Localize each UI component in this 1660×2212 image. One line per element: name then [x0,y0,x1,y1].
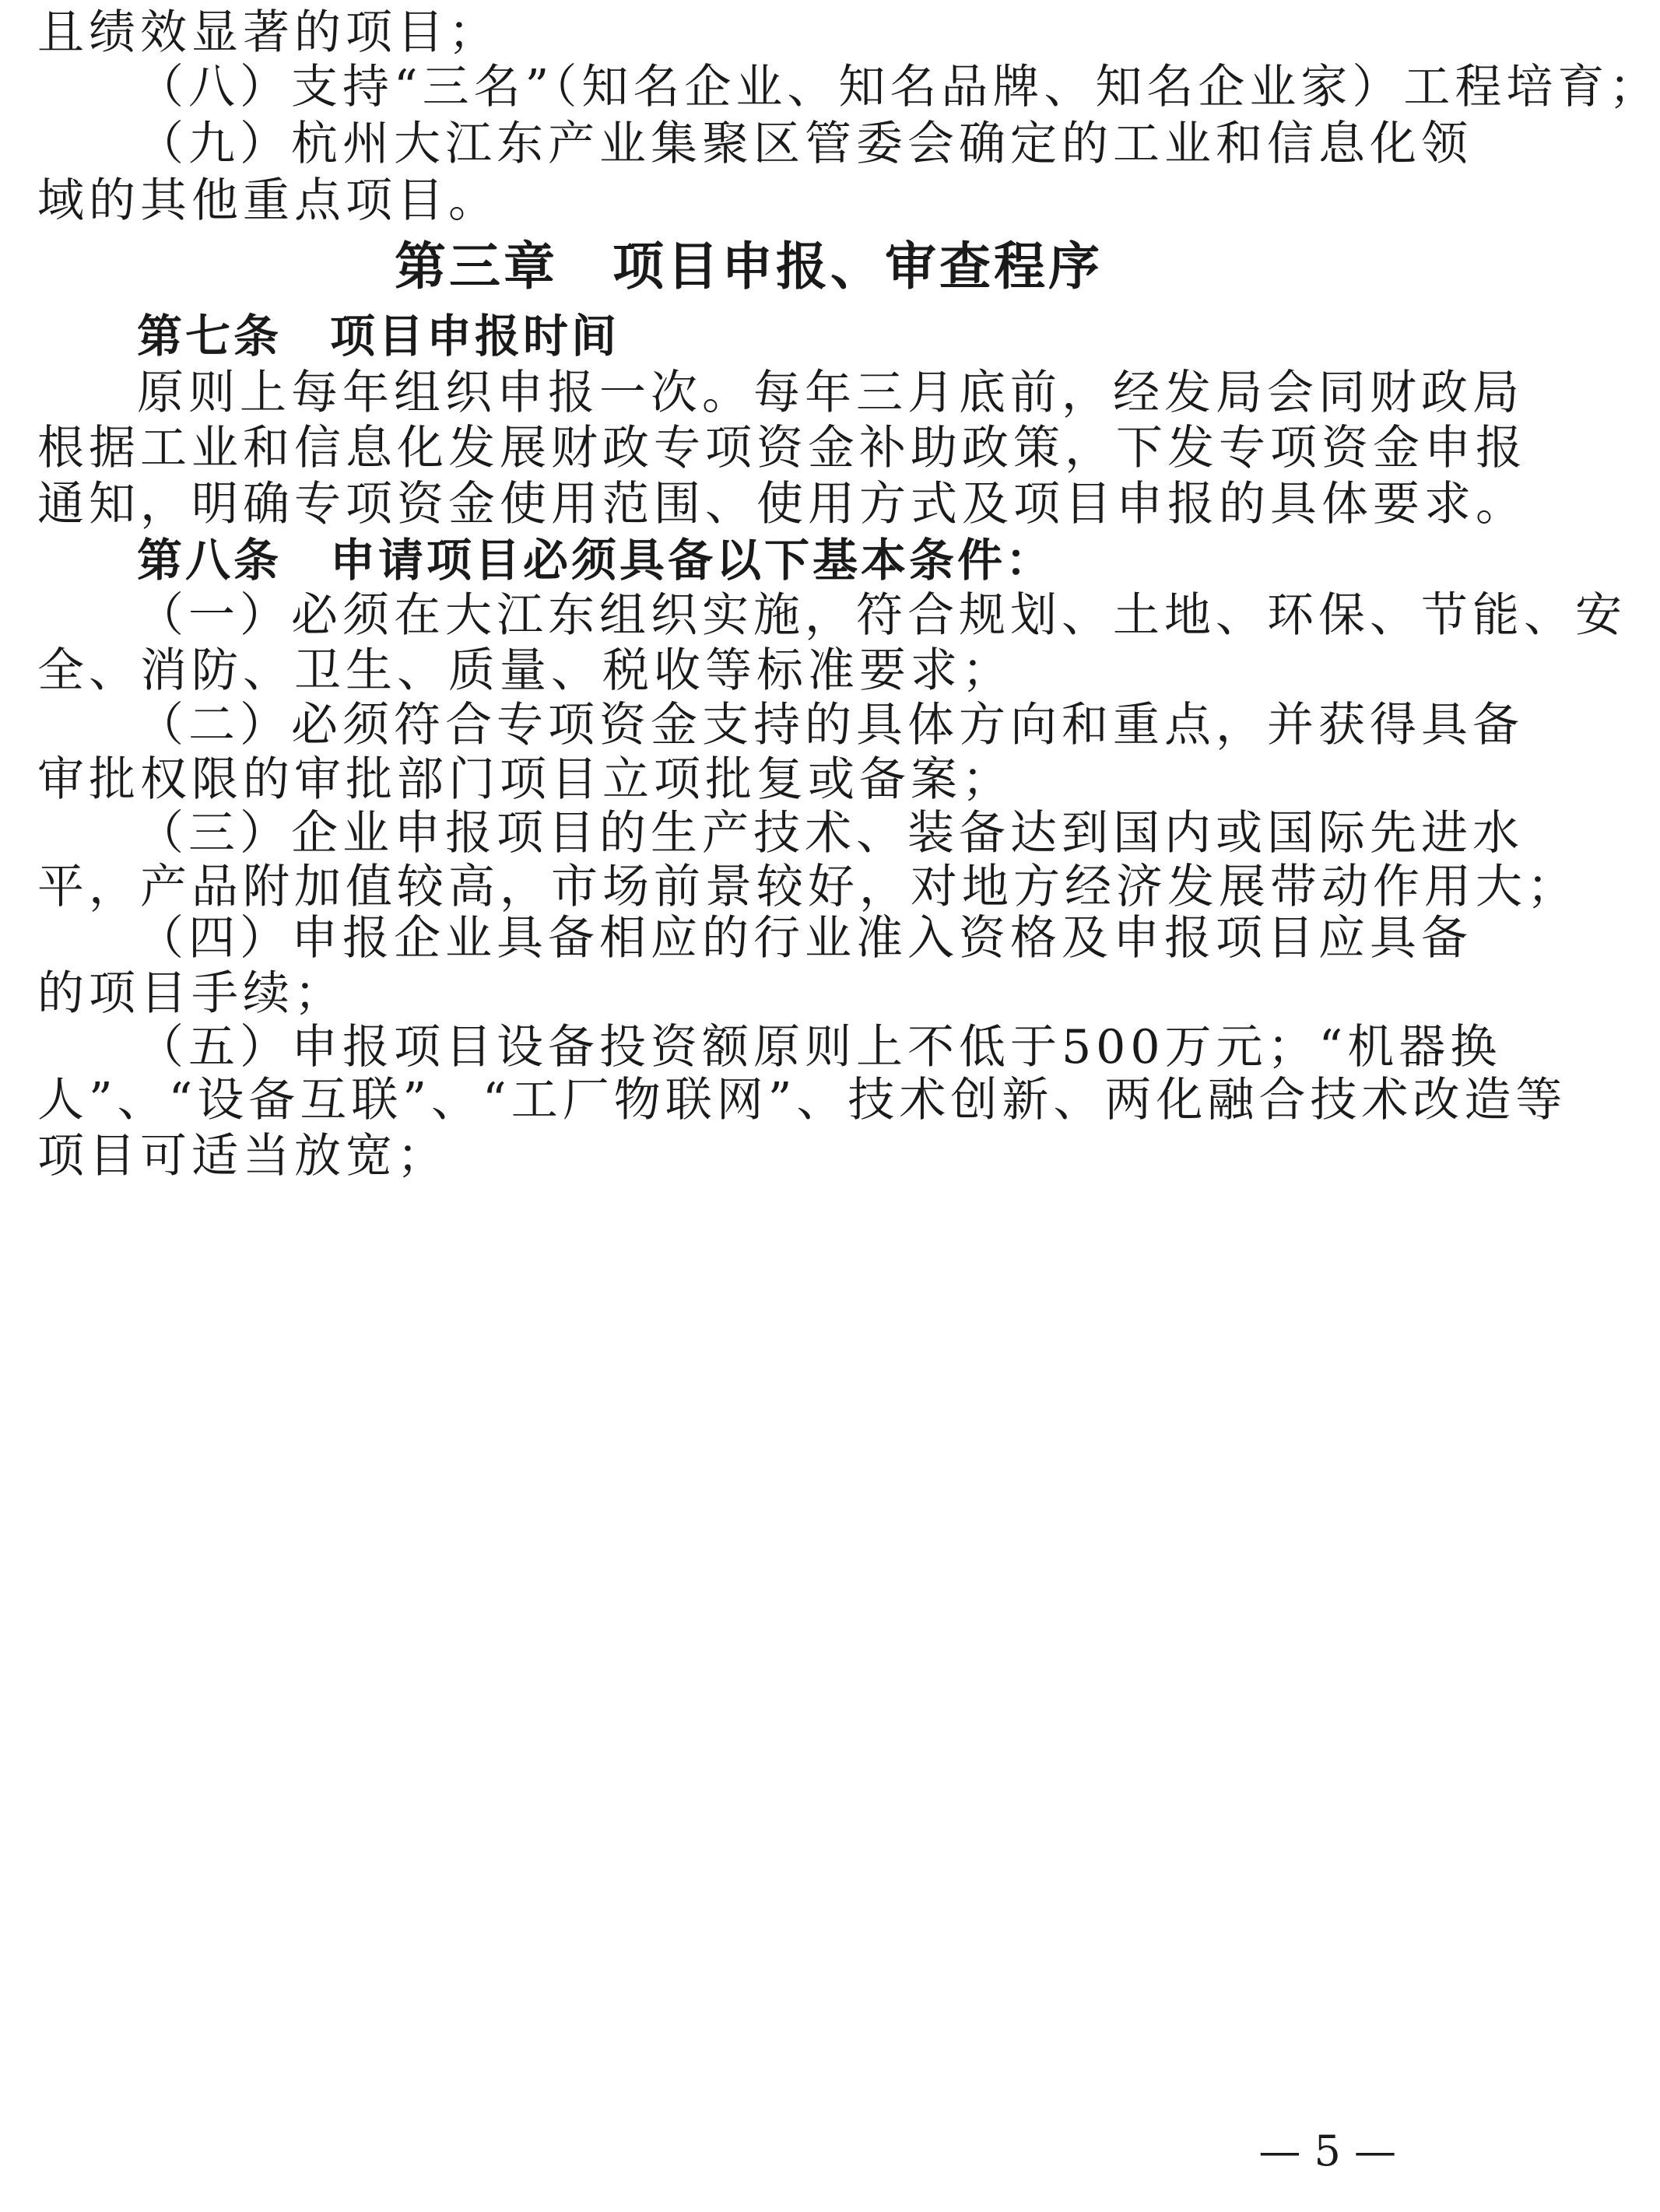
paragraph-line: （二）必须符合专项资金支持的具体方向和重点，并获得具备 [137,698,1524,752]
article-7-title: 第七条 项目申报时间 [137,310,620,363]
chapter-heading: 第三章 项目申报、审查程序 [395,237,1103,296]
paragraph-line: 且绩效显著的项目； [37,5,500,60]
paragraph-line: 域的其他重点项目。 [37,174,500,228]
article-8-title: 第八条 申请项目必须具备以下基本条件： [137,534,1055,587]
paragraph-line: 审批权限的审批部门项目立项批复或备案； [37,752,1013,807]
paragraph-line: 的项目手续； [37,966,346,1021]
paragraph-line: 全、消防、卫生、质量、税收等标准要求； [37,643,1013,698]
paragraph-line: （三）企业申报项目的生产技术、装备达到国内或国际先进水 [137,806,1524,861]
paragraph-line: （八）支持“三名”（知名企业、知名品牌、知名企业家）工程培育； [137,60,1660,114]
paragraph-line: 项目可适当放宽； [37,1129,448,1183]
paragraph-line: （九）杭州大江东产业集聚区管委会确定的工业和信息化领 [137,117,1472,171]
page-number: — 5 — [1258,2126,1396,2175]
paragraph-line: 通知，明确专项资金使用范围、使用方式及项目申报的具体要求。 [37,477,1527,531]
paragraph-line: 根据工业和信息化发展财政专项资金补助政策，下发专项资金申报 [37,421,1527,475]
paragraph-line: 平，产品附加值较高，市场前景较好，对地方经济发展带动作用大； [37,860,1578,914]
paragraph-line: （四）申报企业具备相应的行业准入资格及申报项目应具备 [137,911,1472,966]
paragraph-line: 原则上每年组织申报一次。每年三月底前，经发局会同财政局 [137,366,1524,420]
paragraph-line: （五）申报项目设备投资额原则上不低于500万元；“机器换 [137,1020,1502,1074]
paragraph-line: 人”、“设备互联”、“工厂物联网”、技术创新、两化融合技术改造等 [37,1073,1567,1127]
paragraph-line: （一）必须在大江东组织实施，符合规划、土地、环保、节能、安 [137,588,1627,643]
